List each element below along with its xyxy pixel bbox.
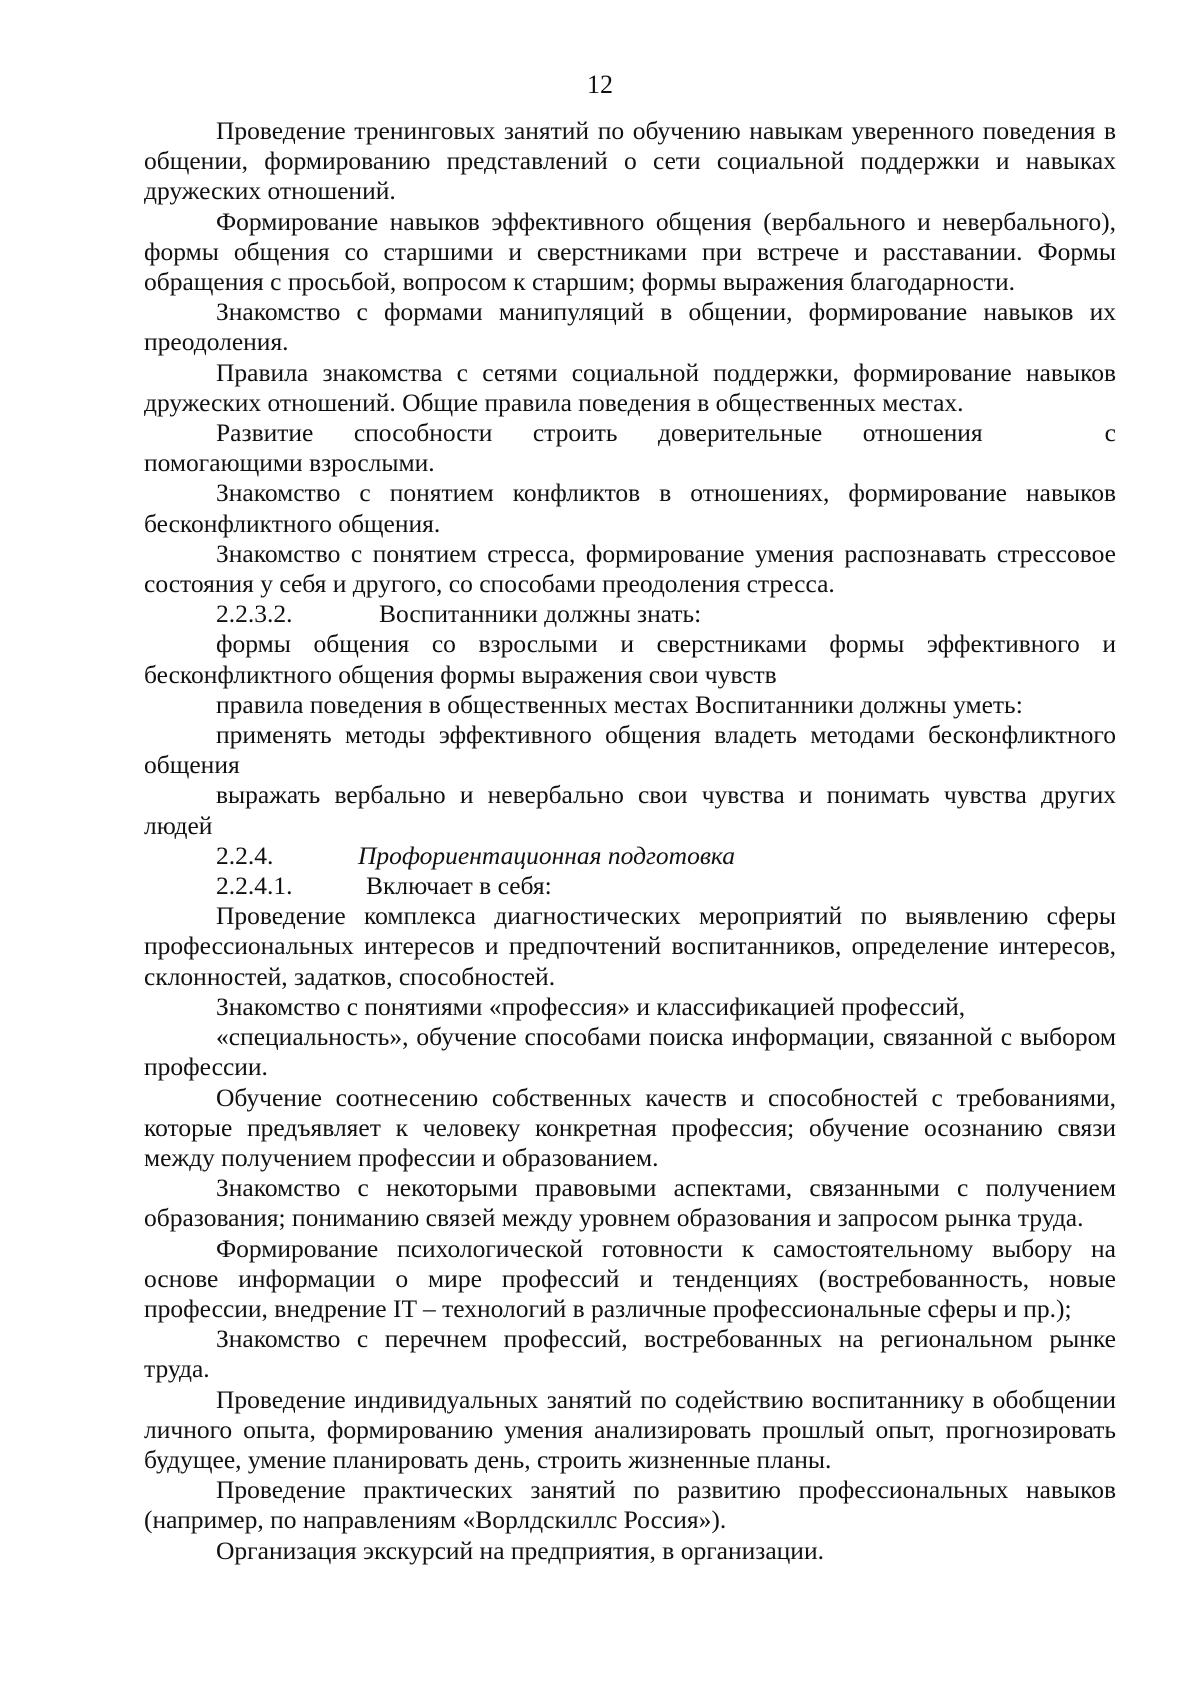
section-title: Воспитанники должны знать:: [379, 599, 702, 629]
page-number: 12: [587, 70, 613, 99]
paragraph-diagnostics: Проведение комплекса диагностических мероприятий по выявлению сферы профессиональных интересов и предпочтений воспитанников, определение интересов, склонностей, задатков, способностей.: [144, 901, 1116, 991]
paragraph-trust-part2: с помогающими взрослыми.: [144, 418, 1116, 478]
paragraph-practical-sessions: Проведение практических занятий по развитию профессиональных навыков (например, по направлениям «Ворлдскиллс Россия»).: [144, 1475, 1116, 1535]
section-number: 2.2.4.: [216, 840, 274, 870]
paragraph-trust-part1: Развитие способности строить доверительные отношения: [216, 418, 983, 448]
section-number: 2.2.4.1.: [216, 871, 293, 901]
paragraph-apply-methods: применять методы эффективного общения владеть методами бесконфликтного общения: [144, 720, 1116, 780]
paragraph-behavior-rules: правила поведения в общественных местах Воспитанники должны уметь:: [216, 689, 1023, 719]
paragraph-profession-concepts: Знакомство с понятиями «профессия» и классификацией профессий,: [216, 991, 966, 1021]
paragraph-psychological-readiness: Формирование психологической готовности к самостоятельному выбору на основе информации о мире профессий и тенденциях (востребованность, новые профессии, внедрение IT – технологий в различные профессиональные сферы и пр.);: [144, 1233, 1116, 1323]
paragraph-specialty: «специальность», обучение способами поиска информации, связанной с выбором профессии.: [144, 1022, 1116, 1082]
paragraph-conflicts: Знакомство с понятием конфликтов в отношениях, формирование навыков бесконфликтного общения.: [144, 478, 1116, 538]
paragraph-qualities: Обучение соотнесению собственных качеств и способностей с требованиями, которые предъявляет к человеку конкретная профессия; обучение осознанию связи между получением профессии и образованием.: [144, 1082, 1116, 1172]
paragraph-communication-skills: Формирование навыков эффективного общения (вербального и невербального), формы общения со старшими и сверстниками при встрече и расставании. Формы обращения с просьбой, вопросом к старшим; формы выражения благодарности.: [144, 206, 1116, 297]
paragraph-social-support: Правила знакомства с сетями социальной поддержки, формирование навыков дружеских отношений. Общие правила поведения в общественных местах.: [144, 357, 1116, 417]
section-heading-2-2-4: [144, 841, 1116, 871]
paragraph-express-feelings: выражать вербально и невербально свои чувства и понимать чувства других людей: [144, 780, 1116, 840]
paragraph-manipulations: Знакомство с формами манипуляций в общении, формирование навыков их преодоления.: [144, 297, 1116, 357]
document-body: [144, 116, 1116, 1566]
section-title: Профориентационная подготовка: [358, 840, 735, 870]
paragraph-stress: Знакомство с понятием стресса, формирование умения распознавать стрессовое состояния у себя и другого, со способами преодоления стресса.: [144, 538, 1116, 599]
paragraph-training: Проведение тренинговых занятий по обучению навыкам уверенного поведения в общении, формированию представлений о сети социальной поддержки и навыках дружеских отношений.: [144, 116, 1116, 206]
section-heading-2-2-4-1: [144, 871, 1116, 901]
section-number: 2.2.3.2.: [216, 599, 293, 629]
paragraph-individual-sessions: Проведение индивидуальных занятий по содействию воспитаннику в обобщении личного опыта, формированию умения анализировать прошлый опыт, прогнозировать будущее, умение планировать день, строить жизненные планы.: [144, 1384, 1116, 1474]
section-title: Включает в себя:: [366, 871, 552, 901]
section-heading-2-2-3-2: [144, 599, 1116, 629]
paragraph-must-know-forms: формы общения со взрослыми и сверстниками формы эффективного и бесконфликтного общения формы выражения свои чувств: [144, 629, 1116, 689]
paragraph-legal-aspects: Знакомство с некоторыми правовыми аспектами, связанными с получением образования; пониманию связей между уровнем образования и запросом рынка труда.: [144, 1173, 1116, 1233]
paragraph-excursions: Организация экскурсий на предприятия, в организации.: [216, 1535, 824, 1565]
paragraph-trust: [144, 418, 1116, 478]
paragraph-regional-professions: Знакомство с перечнем профессий, востребованных на региональном рынке труда.: [144, 1324, 1116, 1384]
